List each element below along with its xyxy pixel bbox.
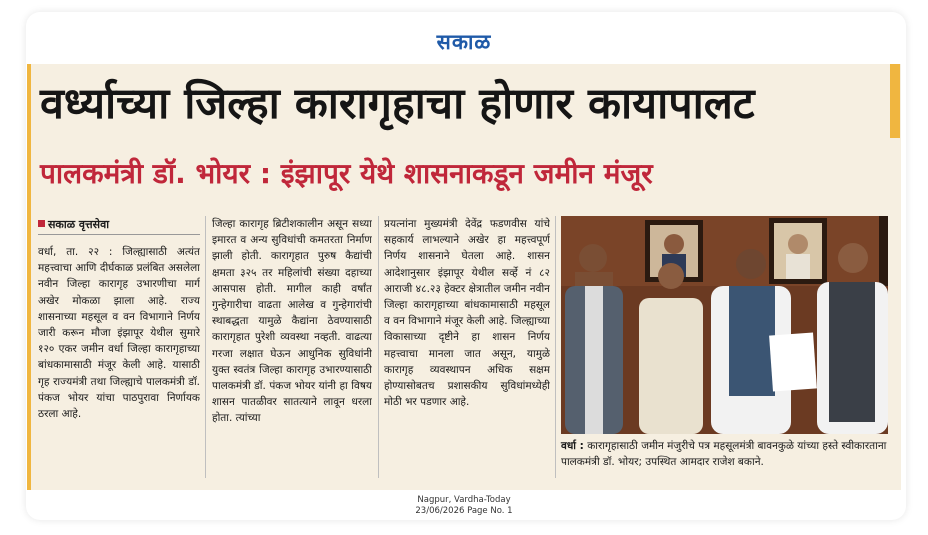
footer-edition: Nagpur, Vardha-Today: [417, 495, 511, 505]
photo-illustration: [561, 216, 888, 434]
masthead-logo: सकाळ: [436, 30, 492, 54]
article-column-1: वर्धा, ता. २२ : जिल्ह्यासाठी अत्यंत महत्त्वाचा आणि दीर्घकाळ प्रलंबित असलेला नवीन जिल्हा कारागृह उभारणीचा मार्ग अखेर मोकळा झाला आहे. राज्य शासनाच्या महसूल व वन विभागाने निर्णय जारी करून मौजा इंझापूर येथील सुमारे १२० एकर जमीन वर्धा जिल्हा कारागृहाच्या बांधकामासाठी मंजूर केली आहे. यासाठी गृह राज्यमंत्री तथा जिल्ह्याचे पालकमंत्री डॉ. पंकज भोयर यांचा पाठपुरावा निर्णायक ठरला आहे.: [38, 246, 200, 421]
footer-date-page: 23/06/2026 Page No. 1: [415, 506, 513, 516]
headline: वर्ध्याच्या जिल्हा कारागृहाचा होणार कायापालट: [40, 79, 755, 129]
article-column-3: प्रयत्नांना मुख्यमंत्री देवेंद्र फडणवीस यांचे सहकार्य लाभल्याने अखेर हा महत्त्वपूर्ण निर्णय शासनाने घेतला आहे. शासन आदेशानुसार इंझापूर येथील सर्व्हे नं ८२ आराजी ४८.२३ हेक्टर क्षेत्रातील जमीन नवीन जिल्हा कारागृहाच्या बांधकामासाठी महसूल व वन विभागाने मंजूर केली आहे. जिल्ह्याच्या विकासाच्या दृष्टीने हा शासन निर्णय महत्त्वाचा मानला जात असून, यामुळे कारागृह व्यवस्थापन अधिक सक्षम होण्यासोबतच प्रशासकीय सुविधांमध्येही मोठी भर पडणार आहे.: [384, 218, 550, 409]
byline-bullet-icon: [38, 220, 45, 227]
caption-place: वर्धा :: [561, 440, 584, 452]
byline-text: सकाळ वृत्तसेवा: [48, 218, 110, 231]
footer: [0, 495, 928, 517]
article-column-2: जिल्हा कारागृह ब्रिटीशकालीन असून सध्या इमारत व अन्य सुविधांची कमतरता निर्माण झाली होती. कारागृहात पुरुष कैद्यांची क्षमता ३२५ तर महिलांची संख्या दहाच्या आसपास होती. मागील काही वर्षांत गुन्हेगारीचा वाढता आलेख व गुन्हेगारांची स्थाबद्धता यामुळे कैद्यांना ठेवण्यासाठी कारागृहात पुरेशी व्यवस्था नव्हती. वाढत्या गरजा लक्षात घेऊन आधुनिक सुविधांनी युक्त स्वतंत्र जिल्हा कारागृह उभारण्यासाठी पालकमंत्री डॉ. पंकज भोयर यांनी हा विषय शासन पातळीवर सातत्याने लावून धरला होता. त्यांच्या: [212, 218, 372, 425]
accent-bar-right: [890, 64, 900, 138]
column-divider: [205, 216, 206, 478]
column-divider: [378, 216, 379, 478]
column-divider: [555, 216, 556, 478]
photo-caption: [561, 438, 891, 470]
news-photo: [561, 216, 888, 434]
subheadline: पालकमंत्री डॉ. भोयर : इंझापूर येथे शासनाकडून जमीन मंजूर: [40, 157, 653, 190]
accent-bar-left: [27, 64, 31, 490]
byline: [38, 218, 200, 235]
caption-text: कारागृहासाठी जमीन मंजुरीचे पत्र महसूलमंत्री बावनकुळे यांच्या हस्ते स्वीकारताना पालकमंत्री डॉ. भोयर; उपस्थित आमदार राजेश बकाने.: [561, 440, 887, 468]
